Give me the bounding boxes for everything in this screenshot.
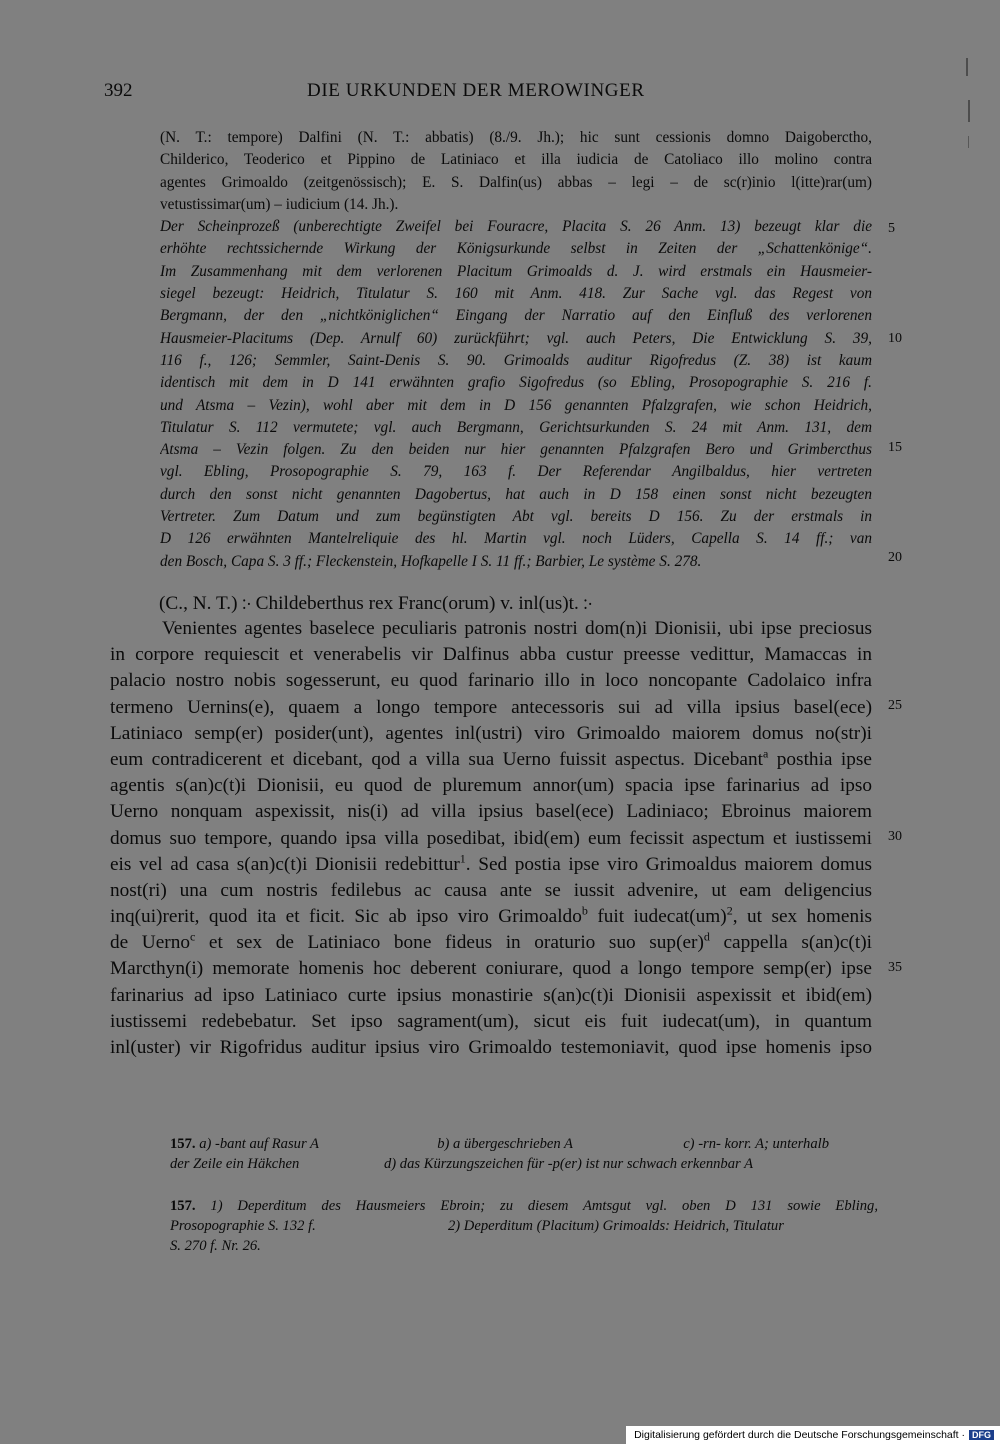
commentary-line: D 126 erwähnten Mantelreliquie des hl. Martin vgl. noch Lüders, Capella S. 14 ff.; van	[160, 530, 872, 548]
apparatus-marker: a	[763, 746, 769, 761]
apparatus-entry: b) a übergeschrieben A	[437, 1136, 573, 1152]
text-segment: et sex de Latiniaco bone fideus in oraturio suo sup(er)	[195, 932, 704, 954]
text-line: Uerno nonquam aspexissit, nis(i) ad villa ipsius basel(ece) Ladiniaco; Ebroinus maiorem	[110, 801, 872, 823]
footnote-line	[170, 1216, 878, 1236]
line-number: 5	[888, 221, 895, 236]
page-edge-mark	[968, 136, 969, 148]
commentary-line: agentes Grimoaldo (zeitgenössisch); E. S. Dalfin(us) abbas – legi – de sc(r)inio l(itte)rar(um)	[160, 173, 872, 191]
text-line	[110, 747, 872, 773]
text-line: Marcthyn(i) memorate homenis hoc deberent coniurare, quod a longo tempore semp(er) ipse	[110, 958, 872, 980]
footnotes	[170, 1196, 878, 1256]
dfg-logo: DFG	[969, 1430, 994, 1440]
footer-text: Digitalisierung gefördert durch die Deutsche Forschungsgemeinschaft ·	[634, 1429, 965, 1441]
commentary-line: identisch mit dem in D 141 erwähnten grafio Sigofredus (so Ebling, Prosopographie S. 216 f.	[160, 374, 872, 392]
charter-text	[110, 616, 872, 1061]
footnote-text: 2) Deperditum (Placitum) Grimoalds: Heidrich, Titulatur	[448, 1218, 784, 1234]
apparatus-entry: d) das Kürzungszeichen für -p(er) ist nur schwach erkennbar A	[384, 1156, 753, 1172]
text-line: iustissemi redebebatur. Set ipso sagrament(um), sicut eis fuit iudecat(um), in quantum	[110, 1010, 872, 1032]
commentary-line: Hausmeier-Placitums (Dep. Arnulf 60) zurückführt; vgl. auch Peters, Die Entwicklung S. 39,	[160, 329, 872, 347]
footnote-line	[170, 1196, 878, 1216]
apparatus-line	[170, 1154, 878, 1174]
commentary-line: Der Scheinprozeß (unberechtigte Zweifel bei Fouracre, Placita S. 26 Anm. 13) bezeugt klar die	[160, 218, 872, 236]
text-line: in corpore requiescit et venerabelis vir Dalfinus abba custur preesse vedittur, Mamaccas in	[110, 644, 872, 666]
apparatus-number: 157.	[170, 1136, 196, 1152]
line-number: 30	[888, 829, 902, 844]
text-segment: . Sed postia ipse viro Grimoaldus maiorem domus	[465, 853, 872, 875]
text-line: palacio nostro nobis sogesserunt, eu quod farinario illo in loco noncopante Cadolaico infra	[110, 670, 872, 692]
text-segment: inq(ui)rerit, quod ita et ficit. Sic ab ipso viro Grimoaldo	[110, 906, 582, 928]
apparatus-marker: d	[703, 930, 710, 944]
commentary-line: Atsma – Vezin folgen. Zu den beiden nur hier genannten Pfalzgrafen Bero und Grimbercthus	[160, 441, 872, 459]
line-number: 15	[888, 440, 902, 455]
page-edge-mark	[966, 58, 968, 76]
apparatus-marker: c	[189, 930, 196, 944]
text-line: nost(ri) una cum nostris fedilebus ac causa ante se iussit advenire, ut eam deligencius	[110, 879, 872, 901]
text-segment: eis vel ad casa s(an)c(t)i Dionisii redebittur	[110, 853, 460, 875]
text-line	[110, 930, 872, 956]
text-segment: cappella s(an)c(t)i	[709, 932, 872, 954]
line-number: 10	[888, 331, 902, 346]
commentary-block	[160, 127, 872, 573]
commentary-line: Childerico, Teoderico et Pippino de Latiniaco et illa iudicia de Catoliaco illo molino contra	[160, 151, 872, 169]
text-line: Latiniaco semp(er) posider(unt), agentes inl(ustri) viro Grimoaldo maiorem domus no(str)i	[110, 722, 872, 744]
note-marker: 1	[459, 851, 466, 866]
commentary-line: Im Zusammenhang mit dem verlorenen Placitum Grimoalds d. J. wird erstmals ein Hausmeier-	[160, 262, 872, 280]
apparatus-marker: b	[581, 904, 588, 918]
line-number: 35	[888, 960, 902, 975]
footnote-text: Prosopographie S. 132 f.	[170, 1218, 316, 1234]
running-head: DIE URKUNDEN DER MEROWINGER	[307, 80, 645, 101]
commentary-line: vgl. Ebling, Prosopographie S. 79, 163 f. Der Referendar Angilbaldus, hier vertreten	[160, 463, 872, 481]
commentary-line: 116 f., 126; Semmler, Saint-Denis S. 90. Grimoalds auditur Rigofredus (Z. 38) ist kaum	[160, 351, 872, 369]
digitization-footer	[626, 1426, 1000, 1444]
apparatus-entry: c) -rn- korr. A; unterhalb	[683, 1136, 829, 1152]
text-segment: posthia ipse	[768, 748, 872, 770]
critical-apparatus	[170, 1134, 878, 1174]
footnote-number: 157.	[170, 1198, 196, 1214]
commentary-line: erhöhte rechtssichernde Wirkung der Königsurkunde selbst in Zeiten der „Schattenkönige“.	[160, 240, 872, 258]
intitulatio: (C., N. T.) ჻ Childeberthus rex Franc(orum) v. inl(us)t. ჻	[159, 593, 593, 614]
commentary-line: und Atsma – Vezin), wohl aber mit dem in D 156 genannten Pfalzgrafen, wie schon Heidrich,	[160, 396, 872, 414]
commentary-line: durch den sonst nicht genannten Dagobertus, hat auch in D 158 einen sonst nicht bezeugten	[160, 485, 872, 503]
commentary-line: den Bosch, Capa S. 3 ff.; Fleckenstein, Hofkapelle I S. 11 ff.; Barbier, Le système S. 278.	[160, 552, 702, 570]
page-edge-mark	[968, 100, 970, 122]
commentary-line: (N. T.: tempore) Dalfini (N. T.: abbatis) (8./9. Jh.); hic sunt cessionis domno Daigoberctho,	[160, 129, 872, 146]
text-segment: fuit iudecat(um)	[587, 906, 727, 928]
commentary-line: vetustissimar(um) – iudicium (14. Jh.).	[160, 195, 399, 213]
apparatus-entry: a) -bant auf Rasur A	[199, 1136, 319, 1152]
text-line: Venientes agentes baselece peculiaris patronis nostri dom(n)i Dionisii, ubi ipse preciosus	[162, 618, 872, 639]
text-segment: de Uerno	[110, 932, 190, 954]
text-segment: eum contradicerent et dicebant, qod a villa sua Uerno fuissit aspectus. Dicebant	[110, 748, 763, 770]
text-line: termeno Uernins(e), quaem a longo tempore antecessoris sui ad villa ipsius basel(ece)	[110, 696, 872, 718]
text-line	[110, 852, 872, 878]
text-segment: , ut sex homenis	[732, 906, 872, 928]
text-line: farinarius ad ipso Latiniaco curte ipsius monastirie s(an)c(t)i Dionisii aspexissit et ibid(em)	[110, 984, 872, 1006]
text-line: agentis s(an)c(t)i Dionisii, eu quod de pluremum annor(um) spacia ipse farinarius ad ipso	[110, 775, 872, 797]
footnote-line: S. 270 f. Nr. 26.	[170, 1238, 261, 1254]
commentary-line: siegel bezeugt: Heidrich, Titulatur S. 160 mit Anm. 418. Zur Sache vgl. das Regest von	[160, 285, 872, 303]
commentary-line: Bergmann, der den „nichtköniglichen“ Eingang der Narratio auf den Einfluß des verlorenen	[160, 307, 872, 325]
line-number: 20	[888, 550, 902, 565]
text-line: domus suo tempore, quando ipsa villa posedibat, ibid(em) eum fecissit aspectum et iustissemi	[110, 827, 872, 849]
note-marker: 2	[726, 904, 733, 918]
apparatus-entry: der Zeile ein Häkchen	[170, 1156, 300, 1172]
text-line	[110, 904, 872, 930]
line-number: 25	[888, 698, 902, 713]
apparatus-line	[170, 1134, 878, 1154]
commentary-line: Vertreter. Zum Datum und zum begünstigten Abt vgl. bereits D 156. Zu der erstmals in	[160, 508, 872, 526]
text-line: inl(uster) vir Rigofridus auditur ipsius viro Grimoaldo testemoniavit, quod ipse homenis ipso	[110, 1037, 872, 1058]
page-number: 392	[104, 80, 133, 101]
footnote-text: 1) Deperditum des Hausmeiers Ebroin; zu diesem Amtsgut vgl. oben D 131 sowie Ebling,	[210, 1198, 878, 1214]
commentary-line: Titulatur S. 112 vermutete; vgl. auch Bergmann, Gerichtsurkunden S. 24 mit Anm. 131, dem	[160, 418, 872, 436]
